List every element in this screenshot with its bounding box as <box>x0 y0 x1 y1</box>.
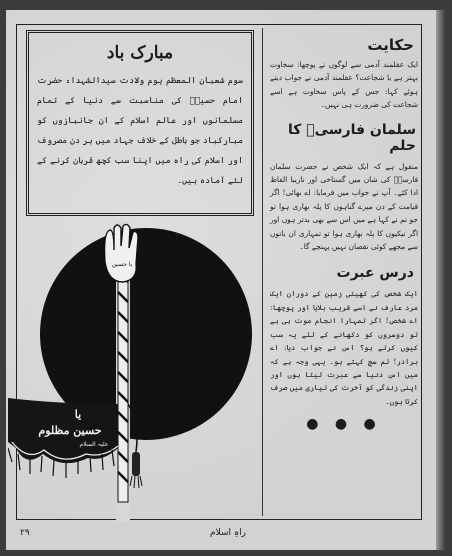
story-heading: سلمان فارسیؓ کا حلم <box>287 121 416 154</box>
hand-inscription: یا حسین <box>111 261 133 268</box>
greeting-title: مبارک باد <box>106 43 174 63</box>
greeting-box <box>26 30 254 216</box>
alam-pole <box>118 262 128 502</box>
page-edge-shadow <box>436 10 446 550</box>
page-number: ۲۹ <box>20 528 30 538</box>
banner-line2: حسین مظلوم <box>38 424 102 437</box>
story-body: منقول ہے کہ ایک شخص نے حضرت سلمان فارسیؓ کی شان میں گستاخی اور نازیبا الفاظ ادا کئے۔ آپ نے جواب میں فرمایا: اے بھائی! اگر قیامت کے دن میرے گناہوں کا پلہ بھاری ہوا تو جو تم نے کہا ہے میں اس سے بھی بدتر ہوں اور اگر نیکیوں کا پلہ بھاری ہوا تو تمہاری ان باتوں سے مجھے کوئی نقصان نہیں پہنچے گا۔ <box>270 161 418 252</box>
story-heading: حکایت <box>367 36 414 54</box>
hand-emblem <box>105 224 138 282</box>
story-body: ایک شخص کی کھیتی زمین کے دوران ایک مرد عارف نے اسے قریب بلایا اور پوچھا: اے شخص! اگر تمہارا انجام موت ہی ہے تو دوسروں کو دکھانے کے لئے یہ سب کیوں کرتے ہو؟ اس نے جواب دیا: اے برادر! تم سچ کہتے ہو۔ یہی وجہ ہے کہ میں اس دنیا سے عبرت لیتا ہوں اور اپنی زندگی کو آخرت کی تیاری میں صرف کرتا ہوں۔ <box>270 289 418 406</box>
pennant-banner <box>8 398 118 478</box>
story-body: ایک عقلمند آدمی سے لوگوں نے پوچھا: سخاوت بہتر ہے یا شجاعت؟ عقلمند آدمی نے جواب دیتے ہوئے کہا: جس کے پاس سخاوت ہے اسے شجاعت کی ضرورت ہی نہیں۔ <box>270 60 418 110</box>
page-footer <box>20 526 430 542</box>
story-heading: درس عبرت <box>336 265 414 282</box>
stories-column <box>270 30 418 510</box>
greeting-body: سوم شعبان المعظم یوم ولادت سیدالشہداء حضرت امام حسینؑ کی مناسبت سے دنیا کے تمام مسلمانوں اور عالم اسلام کے ان جانبازوں کو مبارکباد جو باطل کے خلاف جہاد میں ہر دن مصروف اور اسلام کی راہ میں اپنا سب کچھ قربان کرنے کے لئے آمادہ ہیں۔ <box>37 76 243 186</box>
alam-illustration <box>8 222 262 522</box>
banner-line1: یا <box>74 408 82 421</box>
end-ornament: ● ● ● <box>306 416 382 433</box>
banner-line3: علیہ السلام <box>79 441 109 448</box>
magazine-name: راہِ اسلام <box>210 528 246 538</box>
column-divider <box>262 28 263 516</box>
